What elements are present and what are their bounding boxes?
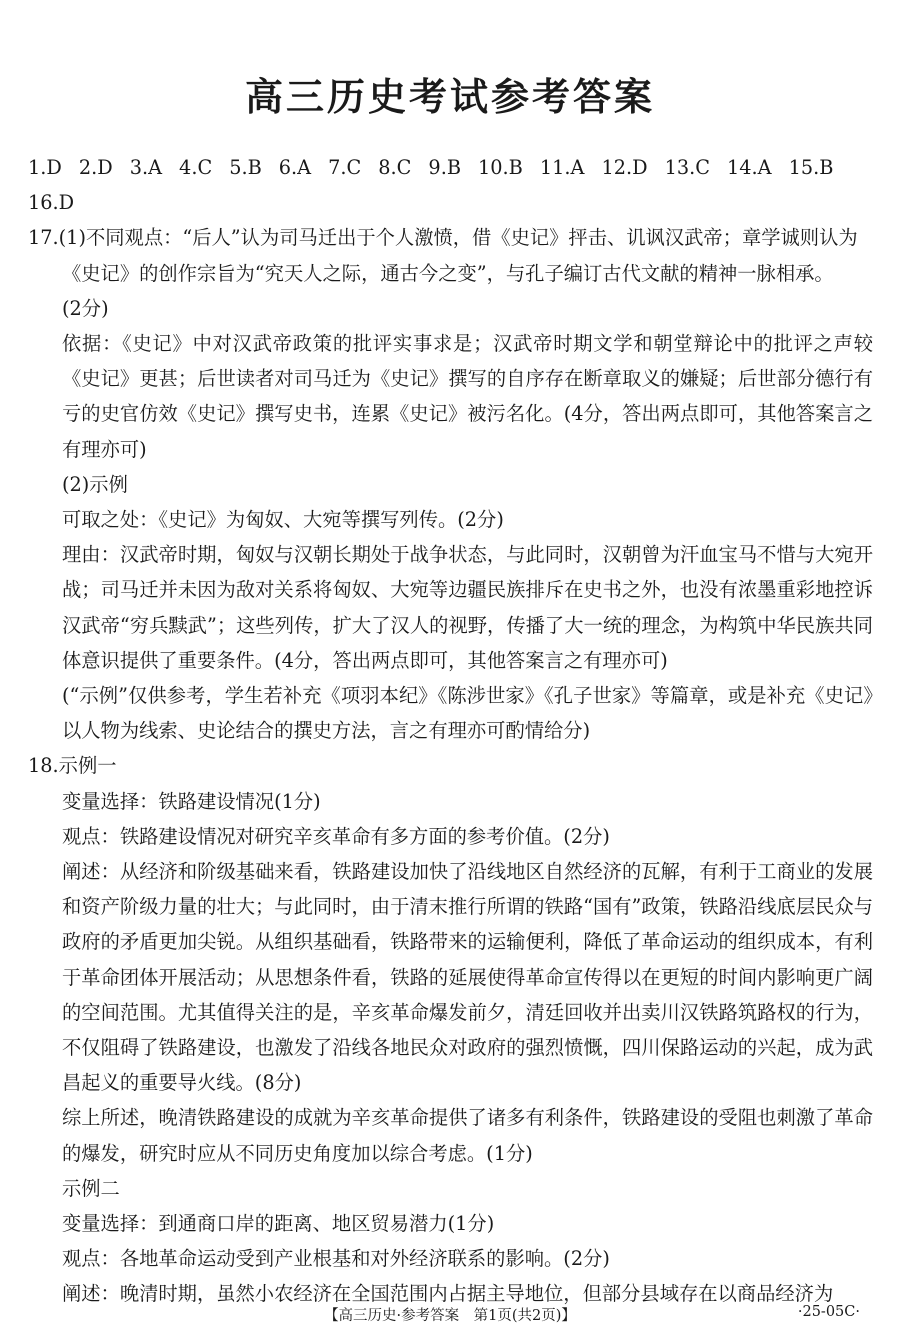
q17-basis: 依据：《史记》中对汉武帝政策的批评实事求是；汉武帝时期文学和朝堂辩论中的批评之声较《史记》更甚；后世读者对司马迁为《史记》撰写的自序存在断章取义的嫌疑；后世部分德行有亏的史官仿效《史记》撰写史书，连累《史记》被污名化。(4分，答出两点即可，其他答案言之有理亦可) xyxy=(62,331,873,461)
q18-variable-1: 变量选择：铁路建设情况(1分) xyxy=(62,789,321,813)
answer-item: 2.D xyxy=(78,156,113,179)
answer-item: 4.C xyxy=(179,156,213,179)
q18-elaboration-1: 阐述：从经济和阶级基础来看，铁路建设加快了沿线地区自然经济的瓦解，有利于工商业的发展和资产阶级力量的壮大；与此同时，由于清末推行所谓的铁路“国有”政策，铁路沿线底层民众与政府的矛盾更加尖锐。从组织基础看，铁路带来的运输便利，降低了革命运动的组织成本，有利于革命团体开展活动；从思想条件看，铁路的延展使得革命宣传得以在更短的时间内影响更广阔的空间范围。尤其值得关注的是，辛亥革命爆发前夕，清廷回收并出卖川汉铁路筑路权的行为，不仅阻碍了铁路建设，也激发了沿线各地民众对政府的强烈愤慨，四川保路运动的兴起，成为武昌起义的重要导火线。(8分) xyxy=(62,859,873,1095)
answer-item: 9.B xyxy=(428,156,461,179)
q18-conclusion-1: 综上所述，晚清铁路建设的成就为辛亥革命提供了诸多有利条件，铁路建设的受阻也刺激了革命的爆发，研究时应从不同历史角度加以综合考虑。(1分) xyxy=(62,1106,873,1165)
multiple-choice-answers xyxy=(28,150,858,220)
answer-item: 12.D xyxy=(601,156,648,179)
q18-variable-2: 变量选择：到通商口岸的距离、地区贸易潜力(1分) xyxy=(62,1211,495,1235)
answer-item: 13.C xyxy=(664,156,710,179)
answer-item: 15.B xyxy=(788,156,834,179)
footer-page-info: 【高三历史·参考答案 第1页(共2页)】 xyxy=(324,1308,576,1324)
answer-item: 16.D xyxy=(28,191,75,215)
footer-code: ·25-05C· xyxy=(797,1304,860,1320)
q17-part1-cont: 《史记》的创作宗旨为“究天人之际，通古今之变”，与孔子编订古代文献的精神一脉相承。 xyxy=(62,261,834,285)
answer-item: 11.A xyxy=(539,156,585,179)
q18-viewpoint-1: 观点：铁路建设情况对研究辛亥革命有多方面的参考价值。(2分) xyxy=(62,824,610,848)
page-title: 高三历史考试参考答案 xyxy=(244,75,655,119)
answer-item: 3.A xyxy=(129,156,163,179)
page-footer xyxy=(0,1304,900,1328)
answer-item: 5.B xyxy=(229,156,262,179)
q17-part1-score: (2分) xyxy=(62,296,109,320)
answer-item: 14.A xyxy=(726,156,772,179)
answer-content xyxy=(28,150,873,1312)
q17-note: (“示例”仅供参考，学生若补充《项羽本纪》《陈涉世家》《孔子世家》等篇章，或是补充《史记》以人物为线索、史论结合的撰史方法，言之有理亦可酌情给分) xyxy=(62,683,873,743)
answer-item: 7.C xyxy=(328,156,362,179)
answer-item: 1.D xyxy=(28,156,62,179)
q17-part2: (2)示例 xyxy=(62,472,128,496)
q18-viewpoint-2: 观点：各地革命运动受到产业根基和对外经济联系的影响。(2分) xyxy=(62,1247,610,1271)
answer-item: 10.B xyxy=(478,156,523,179)
q17-part1: 17.(1)不同观点：“后人”认为司马迁出于个人激愤，借《史记》抨击、讥讽汉武帝；章学诚则认为 xyxy=(28,226,858,250)
q17-reason: 理由：汉武帝时期，匈奴与汉朝长期处于战争状态，与此同时，汉朝曾为汗血宝马不惜与大宛开战；司马迁并未因为敌对关系将匈奴、大宛等边疆民族排斥在史书之外，也没有浓墨重彩地控诉汉武帝“穷兵黩武”；这些列传，扩大了汉人的视野，传播了大一统的理念，为构筑中华民族共同体意识提供了重要条件。(4分，答出两点即可，其他答案言之有理亦可) xyxy=(62,543,873,672)
q18-elaboration-2: 阐述：晚清时期，虽然小农经济在全国范围内占据主导地位，但部分县域存在以商品经济为 xyxy=(62,1282,834,1306)
q18-example-2: 示例二 xyxy=(62,1176,120,1200)
answer-item: 8.C xyxy=(378,156,412,179)
q17-merit: 可取之处：《史记》为匈奴、大宛等撰写列传。(2分) xyxy=(62,507,504,531)
q18-heading: 18.示例一 xyxy=(28,754,117,778)
answer-item: 6.A xyxy=(278,156,312,179)
